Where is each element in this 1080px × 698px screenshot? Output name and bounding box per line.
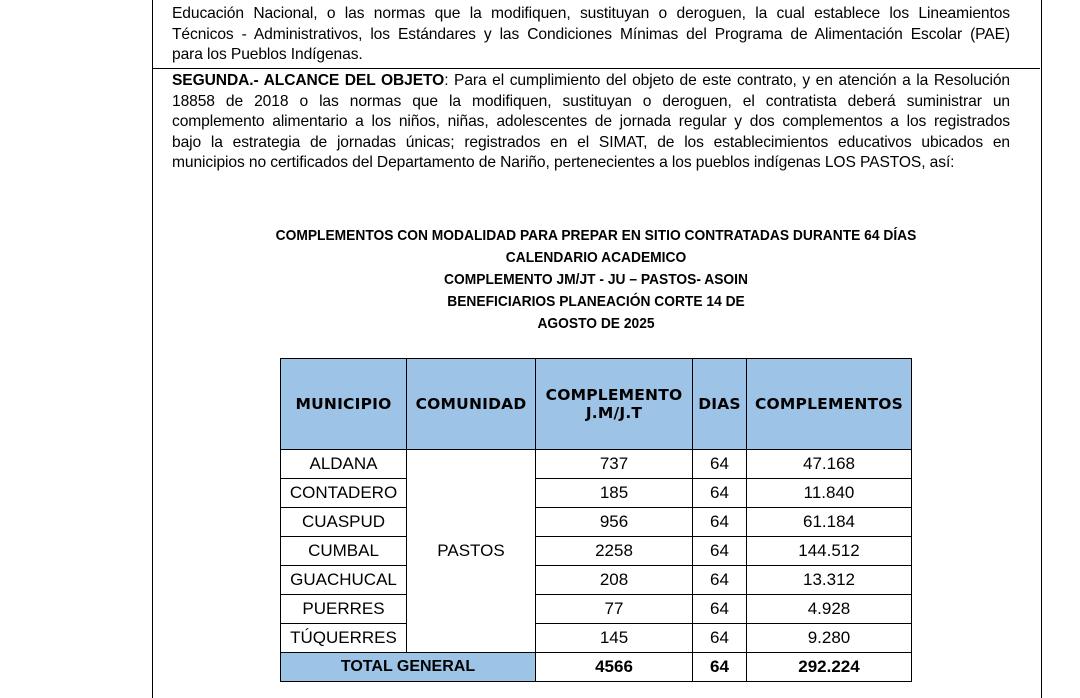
total-complementos: 292.224: [747, 653, 912, 682]
cell-comunidad: PASTOS: [407, 450, 536, 653]
table-row: [281, 479, 912, 508]
cell-complementos: 47.168: [747, 450, 912, 479]
cell-complementos: 13.312: [747, 566, 912, 595]
table-total-row: [281, 653, 912, 682]
clause-line: para los Pueblos Indígenas.: [172, 46, 363, 63]
header-municipio: MUNICIPIO: [281, 359, 407, 450]
cell-dias: 64: [693, 624, 747, 653]
cell-complemento: 2258: [536, 537, 693, 566]
table-row: [281, 450, 912, 479]
clause-divider: [152, 68, 1040, 69]
cell-complementos: 4.928: [747, 595, 912, 624]
total-complemento: 4566: [536, 653, 693, 682]
cell-complementos: 11.840: [747, 479, 912, 508]
header-complementos: COMPLEMENTOS: [747, 359, 912, 450]
heading-line-5: AGOSTO DE 2025: [537, 315, 655, 332]
clause-line: complemento alimentario a los niños, niñas, adolescentes de jornada regular y dos complementos a los registrados: [172, 113, 1010, 130]
cell-complemento: 185: [536, 479, 693, 508]
clause-line: 18858 de 2018 o las normas que la modifiquen, sustituyan o deroguen, el contratista deberá suministrar un: [172, 92, 1010, 110]
cell-dias: 64: [693, 537, 747, 566]
header-complemento-line2: J.M/J.T: [585, 404, 643, 422]
table-row: [281, 537, 912, 566]
clause-line: Técnicos - Administrativos, los Estándares y las Condiciones Mínimas del Programa de Alimentación Escolar (PAE): [172, 25, 1010, 43]
cell-municipio: GUACHUCAL: [281, 566, 407, 595]
cell-dias: 64: [693, 479, 747, 508]
clause-title: SEGUNDA.- ALCANCE DEL OBJETO: [172, 72, 445, 89]
cell-municipio: TÚQUERRES: [281, 624, 407, 653]
header-complemento-line1: COMPLEMENTO: [545, 386, 683, 404]
clause-line: municipios no certificados del Departamento de Nariño, pertenecientes a los pueblos indígenas LOS PASTOS, así:: [172, 154, 955, 171]
heading-line-4: BENEFICIARIOS PLANEACIÓN CORTE 14 DE: [447, 293, 745, 310]
table-row: [281, 566, 912, 595]
header-complemento: [536, 359, 693, 450]
clause-line: bajo la estrategia de jornadas únicas; registrados en el SIMAT, de los establecimientos educativos ubicados en: [172, 133, 1010, 151]
complementos-table: [280, 358, 912, 682]
table-row: [281, 624, 912, 653]
heading-line-1: COMPLEMENTOS CON MODALIDAD PARA PREPAR EN SITIO CONTRATADAS DURANTE 64 DÍAS: [275, 227, 917, 244]
cell-complementos: 144.512: [747, 537, 912, 566]
clause-line: Educación Nacional, o las normas que la modifiquen, sustituyan o deroguen, la cual establece los Lineamientos: [172, 5, 1010, 22]
cell-complemento: 77: [536, 595, 693, 624]
cell-dias: 64: [693, 566, 747, 595]
clause-line: : Para el cumplimiento del objeto de este contrato, y en atención a la Resolución: [444, 72, 1010, 89]
cell-dias: 64: [693, 508, 747, 537]
header-dias: DIAS: [693, 359, 747, 450]
table-heading: [152, 225, 1040, 335]
cell-complemento: 956: [536, 508, 693, 537]
table-row: [281, 508, 912, 537]
heading-line-3: COMPLEMENTO JM/JT - JU – PASTOS- ASOIN: [444, 271, 748, 288]
cell-complemento: 145: [536, 624, 693, 653]
table-row: [281, 595, 912, 624]
cell-municipio: CUASPUD: [281, 508, 407, 537]
header-comunidad: COMUNIDAD: [407, 359, 536, 450]
total-label: TOTAL GENERAL: [281, 653, 536, 682]
cell-complementos: 61.184: [747, 508, 912, 537]
cell-municipio: CONTADERO: [281, 479, 407, 508]
cell-complemento: 208: [536, 566, 693, 595]
table-header-row: [281, 359, 912, 450]
clause-first-line: [172, 71, 1010, 92]
cell-complemento: 737: [536, 450, 693, 479]
cell-municipio: ALDANA: [281, 450, 407, 479]
cell-municipio: CUMBAL: [281, 537, 407, 566]
second-clause-text: [172, 71, 1010, 174]
cell-complementos: 9.280: [747, 624, 912, 653]
cell-dias: 64: [693, 595, 747, 624]
first-clause-text: [172, 4, 1010, 66]
total-dias: 64: [693, 653, 747, 682]
cell-municipio: PUERRES: [281, 595, 407, 624]
cell-dias: 64: [693, 450, 747, 479]
heading-line-2: CALENDARIO ACADEMICO: [505, 249, 687, 266]
